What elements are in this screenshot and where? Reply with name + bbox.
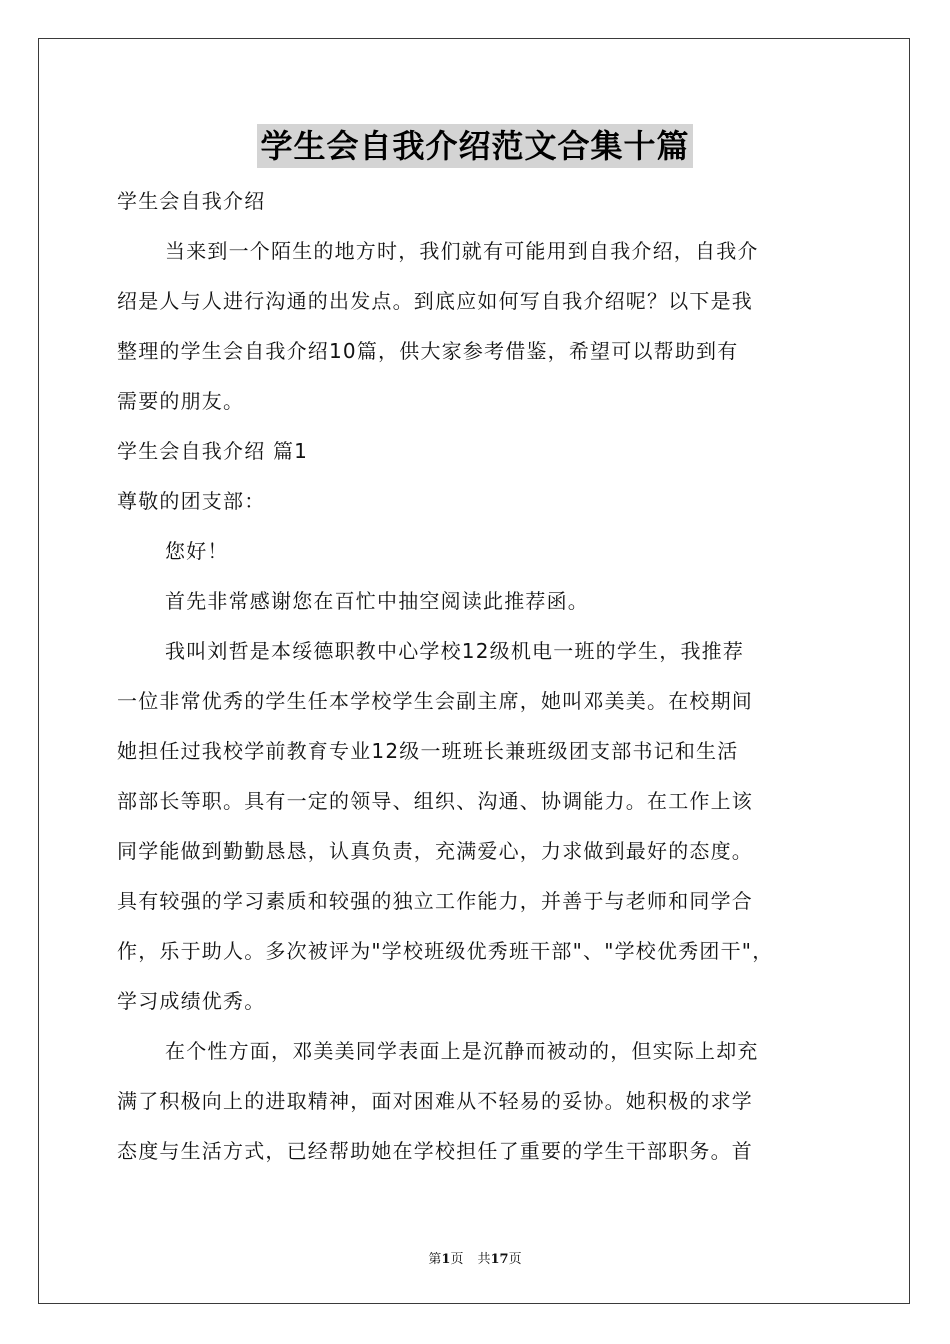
- salutation: 尊敬的团支部：: [117, 489, 266, 513]
- body-line: 首先非常感谢您在百忙中抽空阅读此推荐函。: [165, 589, 589, 613]
- greeting: 您好！: [165, 539, 229, 563]
- body-line: 部部长等职。具有一定的领导、组织、沟通、协调能力。在工作上该: [117, 789, 753, 813]
- document-body: [117, 176, 837, 1176]
- document-title: 学生会自我介绍范文合集十篇: [257, 124, 692, 168]
- page-footer: [0, 1248, 950, 1267]
- body-line: 态度与生活方式，已经帮助她在学校担任了重要的学生干部职务。首: [117, 1139, 753, 1163]
- title-container: [0, 124, 950, 168]
- body-line: 我叫刘哲是本绥德职教中心学校12级机电一班的学生，我推荐: [165, 639, 745, 663]
- body-line: 满了积极向上的进取精神，面对困难从不轻易的妥协。她积极的求学: [117, 1089, 753, 1113]
- body-line: 当来到一个陌生的地方时，我们就有可能用到自我介绍，自我介: [165, 239, 759, 263]
- body-line: 具有较强的学习素质和较强的独立工作能力，并善于与老师和同学合: [117, 889, 753, 913]
- body-line: 她担任过我校学前教育专业12级一班班长兼班级团支部书记和生活: [117, 739, 739, 763]
- page-prefix: 第: [428, 1252, 442, 1267]
- body-line: 学生会自我介绍: [117, 189, 266, 213]
- section-heading: 学生会自我介绍 篇1: [117, 439, 309, 463]
- total-suffix: 页: [508, 1252, 522, 1267]
- total-prefix: 共: [477, 1252, 491, 1267]
- body-line: 在个性方面，邓美美同学表面上是沉静而被动的，但实际上却充: [165, 1039, 759, 1063]
- body-line: 学习成绩优秀。: [117, 989, 266, 1013]
- body-line: 需要的朋友。: [117, 389, 245, 413]
- body-line: 绍是人与人进行沟通的出发点。到底应如何写自我介绍呢？以下是我: [117, 289, 753, 313]
- body-line: 作，乐于助人。多次被评为"学校班级优秀班干部"、"学校优秀团干"，: [117, 939, 774, 963]
- body-line: 整理的学生会自我介绍10篇，供大家参考借鉴，希望可以帮助到有: [117, 339, 739, 363]
- page-suffix: 页: [450, 1252, 464, 1267]
- body-line: 同学能做到勤勤恳恳，认真负责，充满爱心，力求做到最好的态度。: [117, 839, 753, 863]
- page-number: 1: [441, 1252, 451, 1267]
- body-line: 一位非常优秀的学生任本学校学生会副主席，她叫邓美美。在校期间: [117, 689, 753, 713]
- total-pages: 17: [490, 1252, 509, 1267]
